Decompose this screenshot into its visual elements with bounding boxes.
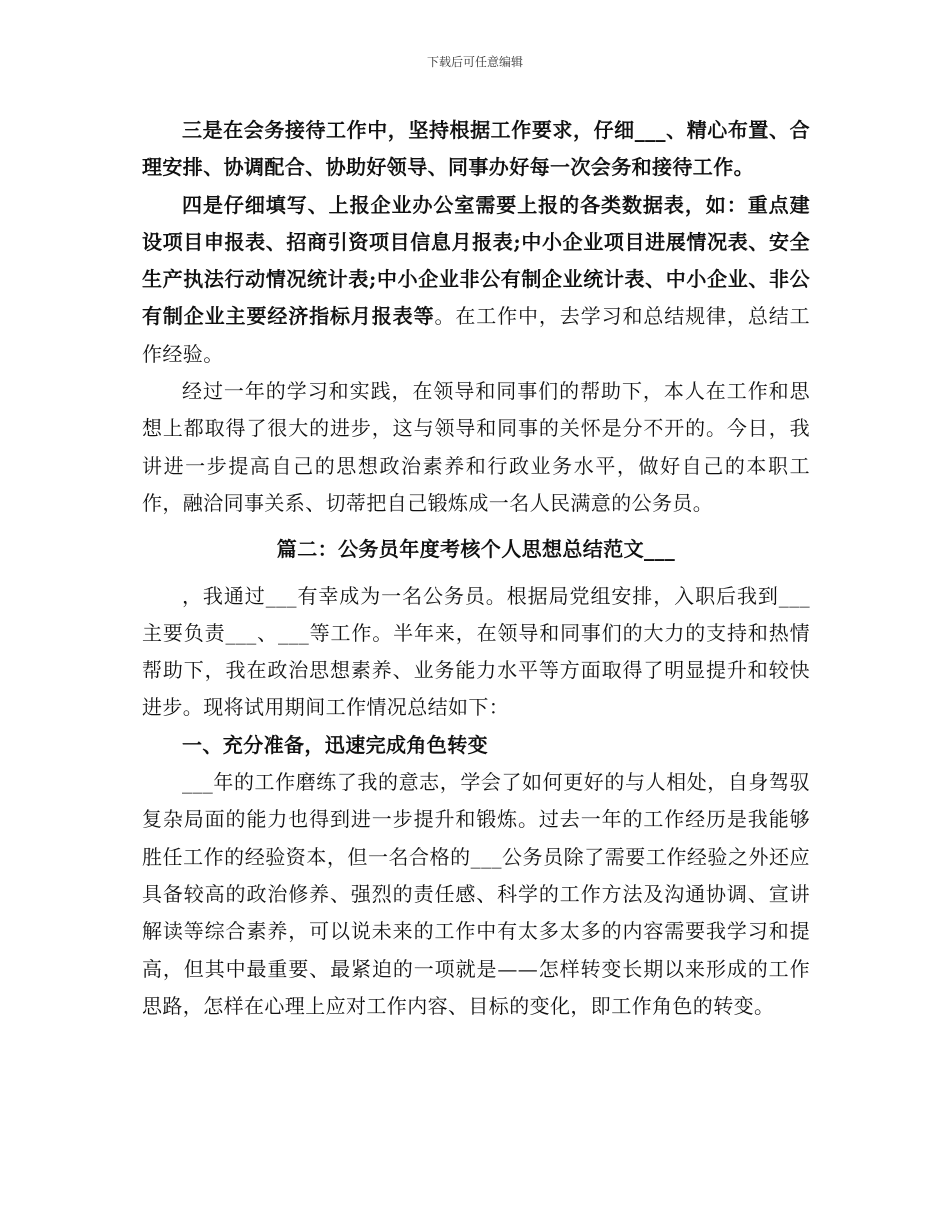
paragraph-role-change: ___年的工作磨练了我的意志，学会了如何更好的与人相处，自身驾驭复杂局面的能力也得到进一步提升和锻炼。过去一年的工作经历是我能够胜任工作的经验资本，但一名合格的___公务员除了需要工作经验之外还应具备较高的政治修养、强烈的责任感、科学的工作方法及沟通协调、宣讲解读等综合素养，可以说未来的工作中有太多太多的内容需要我学习和提高，但其中最重要、最紧迫的一项就是——怎样转变长期以来形成的工作思路，怎样在心理上应对工作内容、目标的变化，即工作角色的转变。 [142,770,810,1018]
section-heading-1: 一、充分准备，迅速完成角色转变 [182,732,488,757]
paragraph-data-reports [142,187,810,373]
paragraph-meeting-reception: 三是在会务接待工作中，坚持根据工作要求，仔细___、精心布置、合理安排、协调配合、协助好领导、同事办好每一次会务和接待工作。 [142,118,810,180]
paragraph-year-summary: 经过一年的学习和实践，在领导和同事们的帮助下，本人在工作和思想上都取得了很大的进步，这与领导和同事的关怀是分不开的。今日，我讲进一步提高自己的思想政治素养和行政业务水平，做好自己的本职工作，融洽同事关系、切蒂把自己锻炼成一名人民满意的公务员。 [142,379,810,515]
paragraph-intro: ，我通过___有幸成为一名公务员。根据局党组安排，入职后我到___主要负责___、___等工作。半年来，在领导和同事们的大力的支持和热情帮助下，我在政治思想素养、业务能力水平等方面取得了明显提升和较快进步。现将试用期间工作情况总结如下： [142,583,810,720]
section-title: 篇二：公务员年度考核个人思想总结范文___ [276,537,676,562]
paragraph-data-reports-tail: 。在工作中，去学习和总结规律，总结工作经验。 [142,304,810,366]
paragraph-data-reports-bold: 四是仔细填写、上报企业办公室需要上报的各类数据表，如：重点建设项目申报表、招商引资项目信息月报表;中小企业项目进展情况表、安全生产执法行动情况统计表;中小企业非公有制企业统计表、中小企业、非公有制企业主要经济指标月报表等 [142,192,810,329]
document-body [142,112,810,1025]
page-header: 下载后可任意编辑 [426,55,523,69]
